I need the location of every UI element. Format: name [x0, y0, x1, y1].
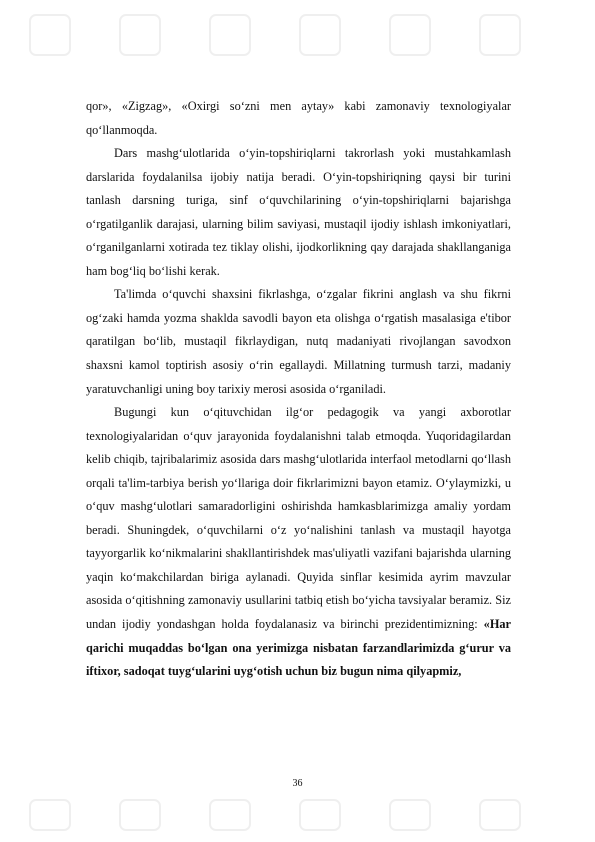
page-number: 36 — [292, 778, 303, 789]
paragraph-4-text: Bugungi kun o‘qituvchidan ilg‘or pedagogik va yangi axborotlar texnologiyalaridan o‘quv jarayonida foydalanishni talab etmoqda. Yuqoridagilardan kelib chiqib, tajribalarimiz asosida dars mashg‘ulotlarida interfaol metodlarni qo‘llash orqali ta'lim-tarbiya berish yo‘llariga doir fikrlarimizni bayon etamiz. O‘ylaymizki, u o‘quv mashg‘ulotlari samaradorligini oshirishda hamkasblarimizga amaliy yordam beradi. Shuningdek, o‘quvchilarni o‘z yo‘nalishini tanlash va mustaqil hayotga tayyorgarlik ko‘nikmalarini shakllantirishdek mas'uliyatli vazifani bajarishda ularning yaqin ko‘makchilardan biriga aylanadi. Quyida sinflar kesimida ayrim mavzular asosida o‘qitishning zamonaviy usullarini tatbiq etish bo‘yicha tavsiyalar beramiz. Siz undan ijodiy yondashgan holda foydalanasiz va birinchi prezidentimizning: — [86, 405, 511, 632]
paragraph-4-bold-quote: «Har qarichi muqaddas bo‘lgan ona yerimizga nisbatan farzandlarimizda g‘urur va iftixor, sadoqat tuyg‘ularini uyg‘otish uchun biz bugun nima qilyapmiz, — [86, 617, 511, 679]
paragraph-1: qor», «Zigzag», «Oxirgi so‘zni men aytay» kabi zamonaviy texnologiyalar qo‘llanmoqda. — [86, 99, 511, 137]
paragraph-2: Dars mashg‘ulotlarida o‘yin-topshiriqlarni takrorlash yoki mustahkamlash darslarida foydalanilsa ijobiy natija beradi. O‘yin-topshiriqning qaysi bir turini tanlash darsning turiga, sinf o‘quvchilarining o‘yin-topshiriqlarni bajarishga o‘rgatilganlik darajasi, ularning bilim saviyasi, mustaqil ijodiy ishlash imkoniyatlari, o‘rganilganlarni xotirada tez tiklay olishi, ijodkorlikning qay darajada shakllanganiga ham bog‘liq bo‘lishi kerak. — [86, 146, 511, 278]
paragraph-4 — [86, 401, 511, 684]
body-text — [86, 95, 511, 684]
paragraph-3: Ta'limda o‘quvchi shaxsini fikrlashga, o‘zgalar fikrini anglash va shu fikrni og‘zaki hamda yozma shaklda savodli bayon eta olishga o‘rgatish masalasiga e'tibor qaratilgan bo‘lib, mustaqil fikrlaydigan, nutq madaniyati rivojlangan savodxon shaxsni kamol toptirish asosiy o‘rin egallaydi. Millatning turmush tarzi, madaniy yaratuvchanligi uning boy tarixiy merosi asosida o‘rganiladi. — [86, 287, 511, 396]
